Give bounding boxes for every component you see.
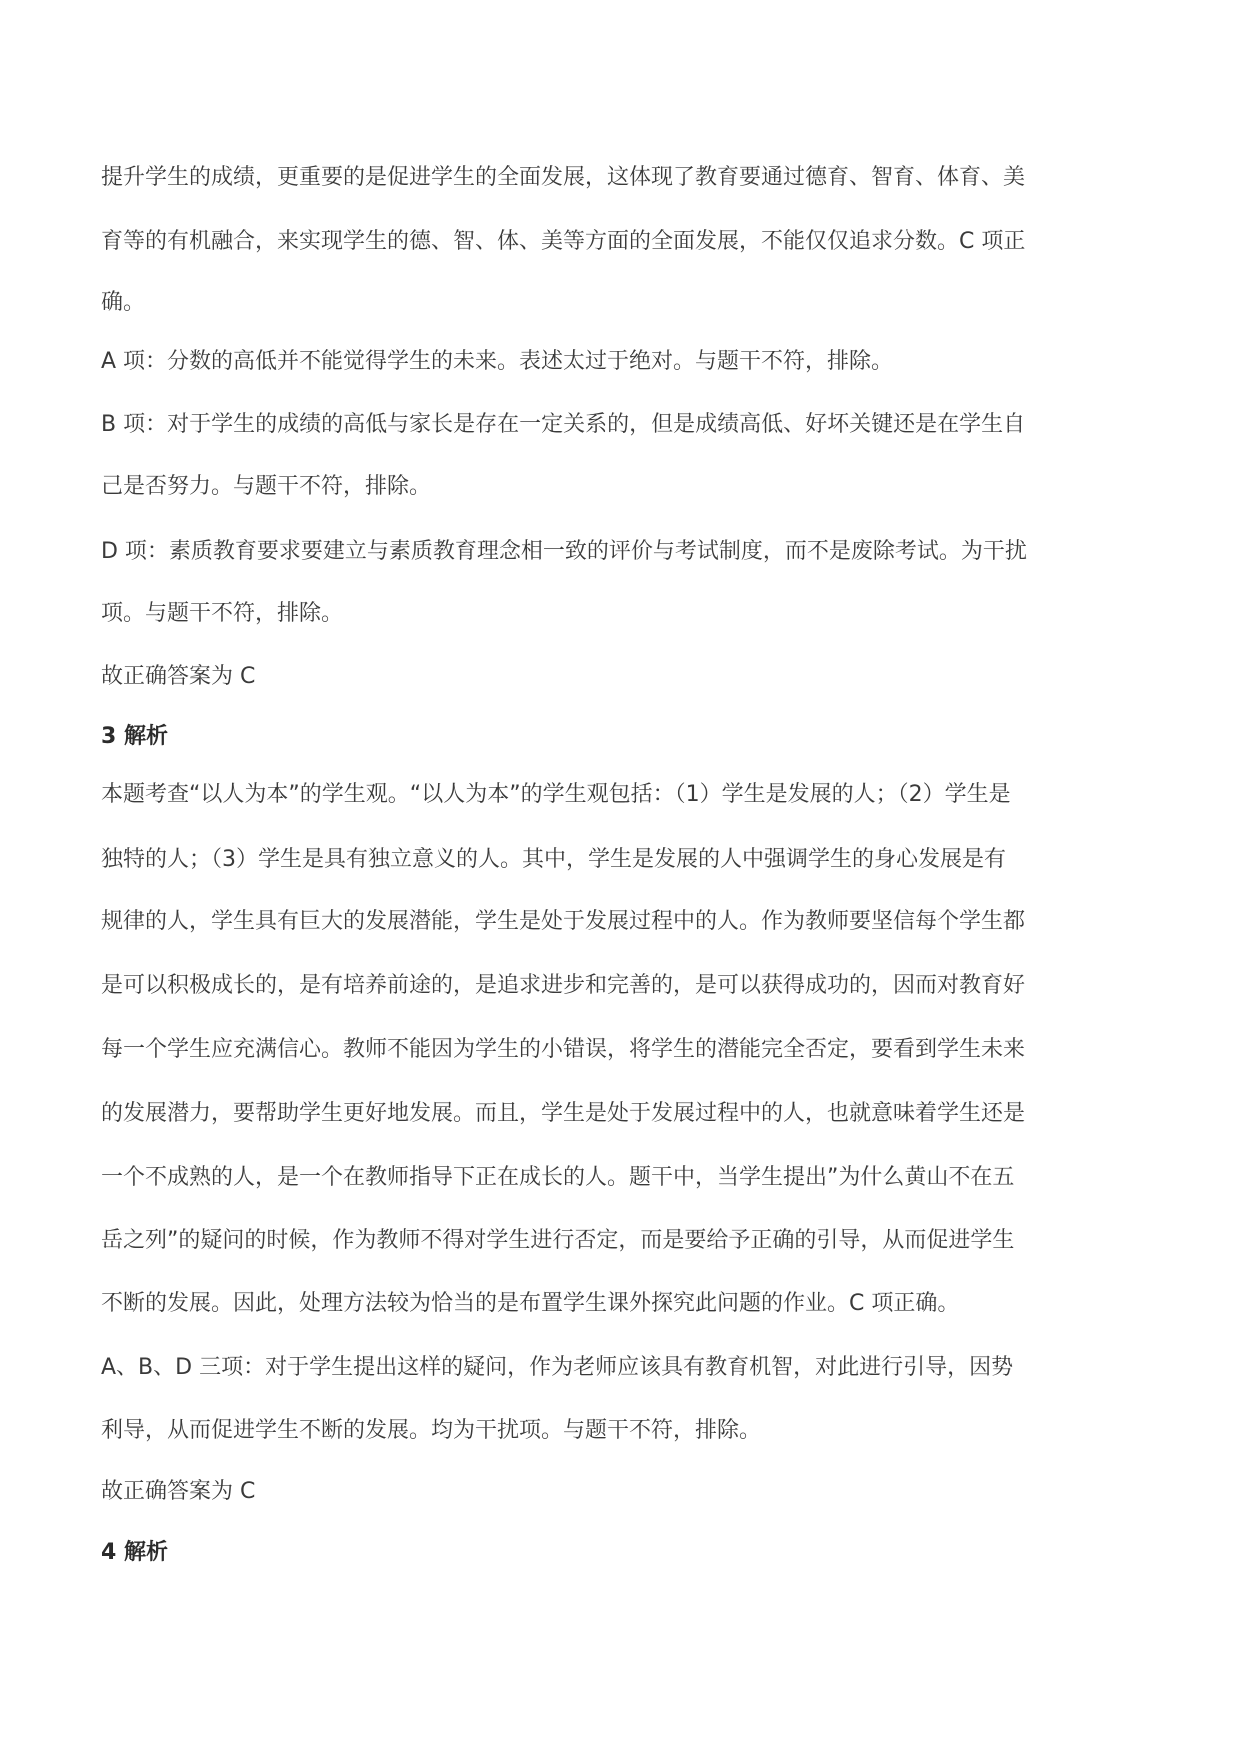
option-d-line: D 项：素质教育要求要建立与素质教育理念相一致的评价与考试制度，而不是废除考试。为干扰 [101,539,1027,564]
paragraph-line: 一个不成熟的人，是一个在教师指导下正在成长的人。题干中，当学生提出”为什么黄山不在五 [101,1165,1015,1190]
paragraph-line: 己是否努力。与题干不符，排除。 [101,474,432,499]
paragraph-line: 的发展潜力，要帮助学生更好地发展。而且，学生是处于发展过程中的人，也就意味着学生还是 [101,1101,1026,1126]
option-a-line: A 项：分数的高低并不能觉得学生的未来。表述太过于绝对。与题干不符，排除。 [101,349,894,374]
paragraph-line: 提升学生的成绩，更重要的是促进学生的全面发展，这体现了教育要通过德育、智育、体育、美 [101,165,1026,190]
paragraph-line: 育等的有机融合，来实现学生的德、智、体、美等方面的全面发展，不能仅仅追求分数。C 项正 [101,229,1026,254]
paragraph-line: 是可以积极成长的，是有培养前途的，是追求进步和完善的，是可以获得成功的，因而对教育好 [101,973,1026,998]
paragraph-line: 不断的发展。因此，处理方法较为恰当的是布置学生课外探究此问题的作业。C 项正确。 [101,1291,960,1316]
options-abd-line: A、B、D 三项：对于学生提出这样的疑问，作为老师应该具有教育机智，对此进行引导，因势 [101,1355,1014,1380]
paragraph-line: 规律的人，学生具有巨大的发展潜能，学生是处于发展过程中的人。作为教师要坚信每个学生都 [101,909,1026,934]
answer-line: 故正确答案为 C [101,664,256,689]
option-b-line: B 项：对于学生的成绩的高低与家长是存在一定关系的，但是成绩高低、好坏关键还是在学生自 [101,412,1026,437]
paragraph-line: 确。 [101,290,146,315]
section-heading: 4 解析 [101,1540,168,1565]
section-heading: 3 解析 [101,724,168,749]
paragraph-line: 岳之列”的疑问的时候，作为教师不得对学生进行否定，而是要给予正确的引导，从而促进学生 [101,1228,1015,1253]
answer-line: 故正确答案为 C [101,1479,256,1504]
paragraph-line: 项。与题干不符，排除。 [101,601,344,626]
paragraph-line: 本题考查“以人为本”的学生观。“以人为本”的学生观包括：（1）学生是发展的人；（2）学生是 [101,782,1011,807]
paragraph-line: 利导，从而促进学生不断的发展。均为干扰项。与题干不符，排除。 [101,1418,762,1443]
paragraph-line: 每一个学生应充满信心。教师不能因为学生的小错误，将学生的潜能完全否定，要看到学生未来 [101,1037,1026,1062]
paragraph-line: 独特的人；（3）学生是具有独立意义的人。其中，学生是发展的人中强调学生的身心发展是有 [101,847,1007,872]
